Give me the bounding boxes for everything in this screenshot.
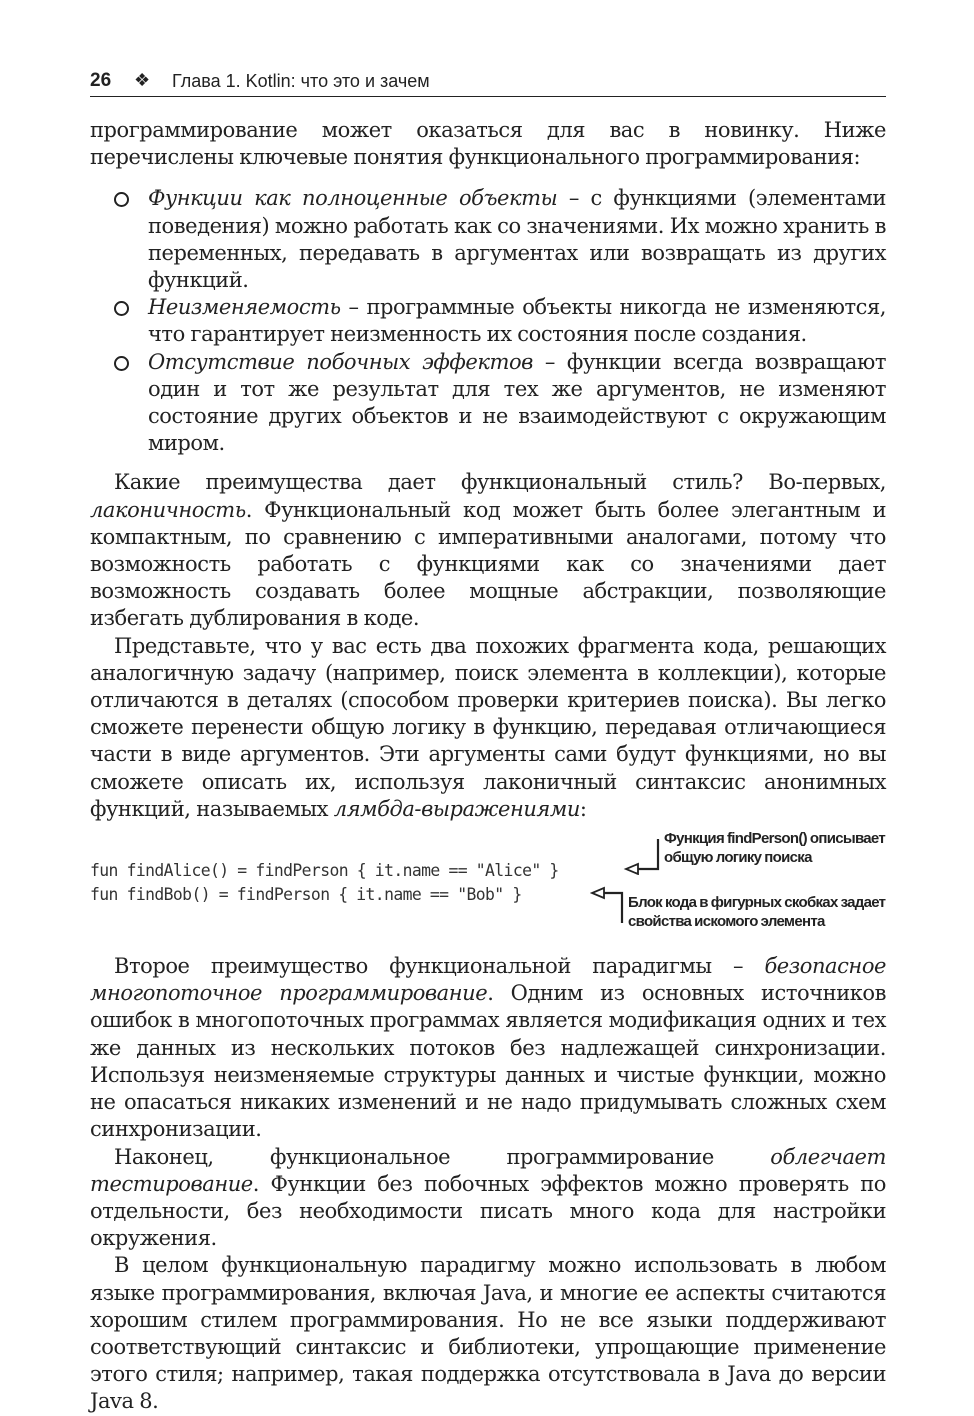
list-item-text: – с функциями (элементами поведения) можно работать как со значениями. Их можно хранить в переменных, передавать в аргументах или возвращать из других функций. [148, 186, 886, 293]
paragraph-conciseness [90, 469, 886, 632]
callout-text: свойства искомого элемента [628, 913, 825, 931]
paragraph-java: В целом функциональную парадигму можно использовать в любом языке программирования, включая Java, и многие ее аспекты считаются хорошим стилем программирования. Но не все языки поддерживают соответствующий синтаксис и библиотеки, упрощающие применение этого стиля; например, такая поддержка отсутствовала в Java до версии Java 8. [90, 1253, 886, 1414]
text-run: . Функциональный код может быть более элегантным и компактным, по сравнению с императивными аналогами, потому что возможность работать с функциями как со значениями дает возможность создавать более мощные абстракции, позволяющие избегать дублирования в коде. [90, 497, 886, 631]
list-item-term: Отсутствие побочных эффектов [148, 349, 533, 374]
circle-bullet-icon [114, 301, 129, 316]
list-item [90, 185, 886, 294]
page-body [90, 117, 886, 1416]
text-run: Наконец, функциональное программирование [114, 1144, 771, 1169]
text-run: : [579, 796, 587, 821]
list-item [90, 294, 886, 348]
code-line-1: fun findAlice() = findPerson { it.name == "Alice" } [90, 861, 559, 881]
text-run: . Одним из основных источников ошибок в многопоточных программах является модификация одних и тех же данных из нескольких потоков без надлежащей синхронизации. Используя неизменяемые структуры данных и чистые функции, можно не опасаться никаких изменений и не надо придумывать сложных схем синхронизации. [90, 981, 886, 1142]
circle-bullet-icon [114, 192, 129, 207]
callout-note-1 [664, 829, 885, 867]
callout-text: общую логику поиска [664, 849, 812, 867]
text-run: Какие преимущества дает функциональный стиль? Во-первых, [114, 470, 886, 495]
emphasis: безопасное многопоточное программирование [90, 954, 886, 1006]
paragraph-lambdas [90, 633, 886, 823]
paragraph-multithreading [90, 953, 886, 1143]
paragraph-testing [90, 1144, 886, 1253]
book-page [90, 64, 886, 1416]
list-item-text: – функции всегда возвращают один и тот же результат для тех же аргументов, не изменяют состояние других объектов и не взаимодействуют с окружающим миром. [148, 349, 886, 456]
text-run: Представьте, что у вас есть два похожих фрагмента кода, решающих аналогичную задачу (например, поиск элемента в коллекции), которые отличаются в деталях (способом проверки критериев поиска). Вы легко сможете перенести общую логику в функцию, передавая отличающиеся части в виде аргументов. Эти аргументы сами будут функциями, но вы сможете описать их, используя лаконичный синтаксис анонимных функций, называемых [90, 633, 886, 821]
callout-arrow-icon [590, 885, 632, 925]
list-item-text: – программные объекты никогда не изменяются, что гарантирует неизменность их состояния после создания. [148, 295, 886, 347]
chapter-title: Глава 1. Kotlin: что это и зачем [172, 71, 430, 91]
code-line-2: fun findBob() = findPerson { it.name == "Bob" } [90, 885, 522, 905]
circle-bullet-icon [114, 356, 129, 371]
callout-note-2 [628, 893, 885, 931]
callout-arrow-icon [618, 835, 668, 875]
text-run: . Функции без побочных эффектов можно проверять по отдельности, без необходимости писать много кода для настройки окружения. [90, 1171, 886, 1251]
emphasis: лаконичность [90, 497, 246, 522]
list-item-term: Функции как полноценные объекты [148, 186, 558, 211]
page-number: 26 [90, 70, 112, 91]
list-item-term: Неизменяемость [148, 295, 341, 320]
concept-list [90, 185, 886, 457]
emphasis: лямбда-выражениями [333, 796, 580, 821]
running-header [90, 64, 886, 97]
list-item [90, 349, 886, 458]
code-listing [90, 823, 886, 953]
callout-text: Блок кода в фигурных скобках задает [628, 894, 886, 912]
text-run: Второе преимущество функциональной парадигмы – [114, 954, 765, 979]
emphasis: облегчает тестирование [90, 1144, 886, 1196]
intro-paragraph: программирование может оказаться для вас в новинку. Ниже перечислены ключевые понятия функционального программирования: [90, 118, 886, 170]
callout-text: Функция findPerson() описывает [664, 830, 886, 848]
diamond-ornament-icon: ❖ [134, 70, 151, 90]
